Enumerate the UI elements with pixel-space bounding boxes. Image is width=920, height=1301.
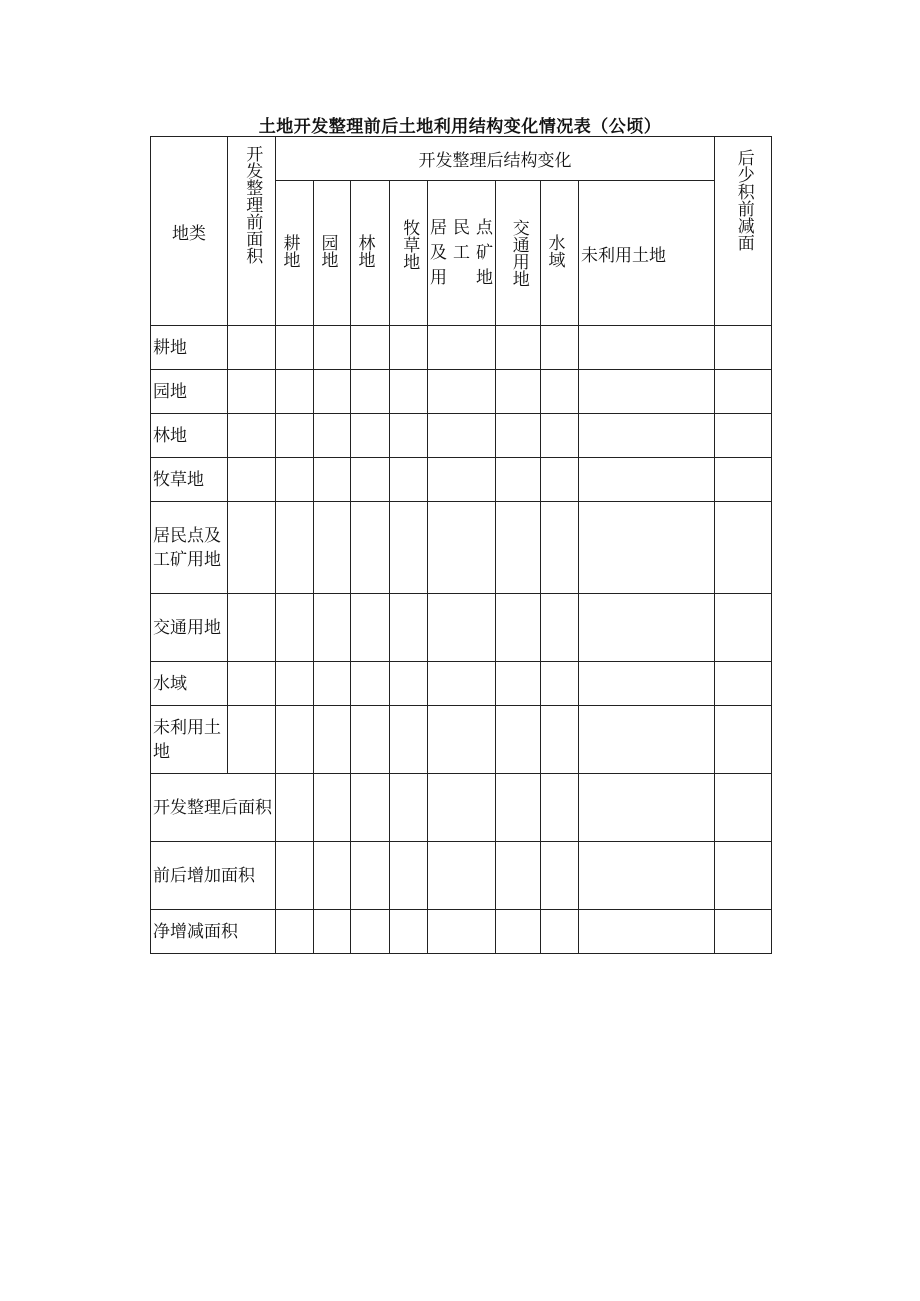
land-use-table (150, 136, 772, 954)
subheader-forest: 林地 (351, 181, 390, 326)
table-row (151, 842, 772, 910)
subheader-grassland: 牧草地 (390, 181, 428, 326)
row-label: 牧草地 (151, 458, 228, 502)
header-after-group: 开发整理后结构变化 (276, 137, 715, 181)
table-row (151, 502, 772, 594)
row-label: 居民点及工矿用地 (151, 502, 228, 594)
table-row (151, 594, 772, 662)
header-land-type: 地类 (151, 137, 228, 326)
row-label: 园地 (151, 370, 228, 414)
subheader-farmland: 耕地 (276, 181, 314, 326)
subheader-water: 水域 (541, 181, 579, 326)
row-label: 开发整理后面积 (151, 774, 276, 842)
table-row (151, 706, 772, 774)
row-label: 净增减面积 (151, 910, 276, 954)
table-row (151, 662, 772, 706)
row-label: 林地 (151, 414, 228, 458)
table-row (151, 326, 772, 370)
row-label: 未利用土地 (151, 706, 228, 774)
table-row (151, 458, 772, 502)
header-after-reduction: 后少积前减面 (715, 137, 772, 326)
subheader-orchard: 园地 (314, 181, 351, 326)
row-label: 前后增加面积 (151, 842, 276, 910)
table-row (151, 910, 772, 954)
subheader-unused-land: 未利用土地 (579, 181, 715, 326)
table-title: 土地开发整理前后土地利用结构变化情况表（公顷） (258, 117, 662, 137)
subheader-residential: 居民点及工矿用地 (428, 181, 496, 326)
row-label: 交通用地 (151, 594, 228, 662)
table-row (151, 370, 772, 414)
header-before-area: 开发整理前面积 (228, 137, 276, 326)
subheader-transport: 交通用地 (496, 181, 541, 326)
table-row (151, 774, 772, 842)
row-label: 耕地 (151, 326, 228, 370)
row-label: 水域 (151, 662, 228, 706)
table-row (151, 414, 772, 458)
